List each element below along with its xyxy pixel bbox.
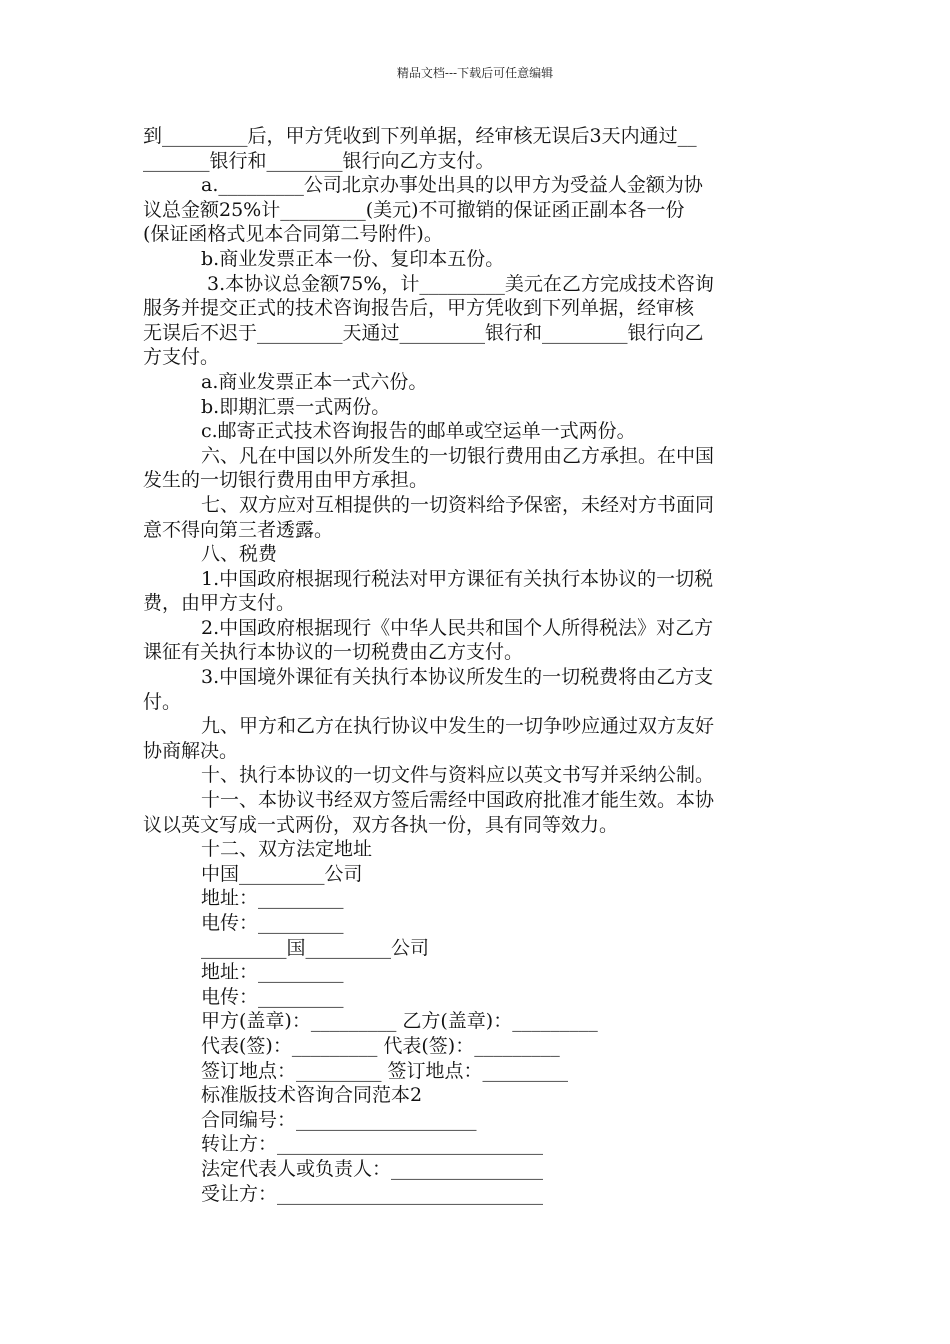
text-line: 无误后不迟于_________天通过_________银行和_________银行向乙 (143, 321, 704, 344)
text-line: 意不得向第三者透露。 (143, 518, 334, 541)
text-line: c.邮寄正式技术咨询报告的邮单或空运单一式两份。 (201, 420, 636, 443)
text-line: 3.中国境外课征有关执行本协议所发生的一切税费将由乙方支 (201, 666, 714, 689)
text-line: 代表(签)：_________ 代表(签)：_________ (201, 1034, 560, 1057)
text-line: 受让方：____________________________ (201, 1182, 544, 1205)
text-line: 合同编号：___________________ (201, 1108, 477, 1131)
text-line: a._________公司北京办事处出具的以甲方为受益人金额为协 (201, 174, 703, 197)
text-line: 3.本协议总金额75%，计_________美元在乙方完成技术咨询 (201, 272, 714, 295)
text-line: 到_________后，甲方凭收到下列单据，经审核无误后3天内通过__ (143, 125, 697, 147)
text-line: 转让方：____________________________ (201, 1133, 544, 1156)
text-line: 1.中国政府根据现行税法对甲方课征有关执行本协议的一切税 (201, 567, 714, 590)
text-line: 法定代表人或负责人：________________ (201, 1157, 544, 1180)
text-line: 八、税费 (201, 543, 278, 566)
text-line: 七、双方应对互相提供的一切资料给予保密，未经对方书面同 (201, 493, 715, 516)
text-line: 中国_________公司 (201, 862, 363, 885)
text-line: b.商业发票正本一份、复印本五份。 (201, 247, 505, 270)
text-line: 协商解决。 (143, 739, 239, 762)
text-line: 电传：_________ (201, 912, 344, 934)
text-line: 费，由甲方支付。 (143, 592, 296, 615)
text-line: 付。 (143, 690, 182, 713)
text-line: 甲方(盖章)：_________ 乙方(盖章)：_________ (201, 1010, 598, 1033)
text-line: 十二、双方法定地址 (201, 838, 373, 861)
text-line: 地址：_________ (201, 887, 344, 910)
text-line: 服务并提交正式的技术咨询报告后，甲方凭收到下列单据，经审核 (143, 297, 695, 320)
text-line: 议总金额25%计_________(美元)不可撤销的保证函正副本各一份 (143, 198, 685, 221)
text-line: (保证函格式见本合同第二号附件)。 (143, 223, 443, 246)
text-line: _______银行和________银行向乙方支付。 (143, 149, 495, 172)
text-line: 九、甲方和乙方在执行协议中发生的一切争吵应通过双方友好 (201, 715, 715, 738)
text-line: 地址：_________ (201, 961, 344, 984)
text-line: 2.中国政府根据现行《中华人民共和国个人所得税法》对乙方 (201, 616, 714, 639)
document-body (143, 124, 811, 1206)
text-line: 方支付。 (143, 346, 220, 369)
text-line: b.即期汇票一式两份。 (201, 395, 391, 418)
text-line: 签订地点：_________ 签订地点：_________ (201, 1059, 569, 1082)
text-line: 十一、本协议书经双方签后需经中国政府批准才能生效。本协 (201, 789, 715, 812)
text-line: 六、凡在中国以外所发生的一切银行费用由乙方承担。在中国 (201, 444, 715, 467)
text-line: 十、执行本协议的一切文件与资料应以英文书写并采纳公制。 (201, 764, 715, 787)
text-line: 议以英文写成一式两份，双方各执一份，具有同等效力。 (143, 813, 619, 836)
text-line: _________国_________公司 (201, 936, 430, 959)
text-line: a.商业发票正本一式六份。 (201, 370, 428, 393)
text-line: 标准版技术咨询合同范本2 (201, 1084, 423, 1107)
text-line: 发生的一切银行费用由甲方承担。 (143, 469, 429, 492)
text-line: 电传：_________ (201, 985, 344, 1008)
page-header: 精品文档---下载后可任意编辑 (396, 66, 554, 80)
text-line: 课征有关执行本协议的一切税费由乙方支付。 (143, 641, 524, 664)
